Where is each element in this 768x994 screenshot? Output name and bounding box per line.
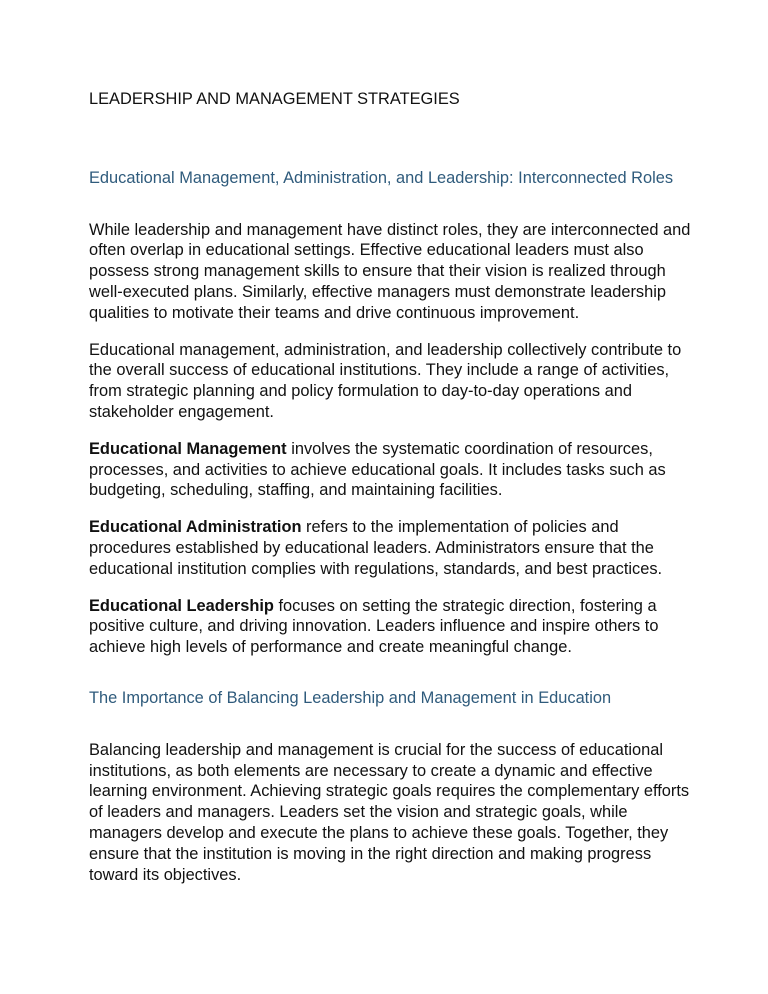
paragraph-interconnected [89, 220, 709, 324]
section-heading-balancing: The Importance of Balancing Leadership and Management in Education [89, 688, 612, 707]
text-line: budgeting, scheduling, staffing, and maintaining facilities. [89, 481, 503, 500]
document-page [89, 89, 709, 901]
text-line: of leaders and managers. Leaders set the vision and strategic goals, while [89, 803, 628, 822]
text-line [89, 596, 709, 617]
text-line: Balancing leadership and management is crucial for the success of educational [89, 740, 664, 759]
paragraph-educational-administration [89, 517, 709, 579]
text-line: well-executed plans. Similarly, effective managers must demonstrate leadership [89, 282, 666, 301]
paragraph-educational-management [89, 439, 709, 501]
paragraph-educational-leadership [89, 596, 709, 658]
text-line: positive culture, and driving innovation. Leaders influence and inspire others to [89, 617, 659, 636]
paragraph-collective [89, 340, 709, 423]
text-line: qualities to motivate their teams and drive continuous improvement. [89, 303, 580, 322]
text-line: ensure that the institution is moving in the right direction and making progress [89, 844, 652, 863]
text-line: procedures established by educational leaders. Administrators ensure that the [89, 538, 654, 557]
section-heading-interconnected-roles: Educational Management, Administration, and Leadership: Interconnected Roles [89, 168, 674, 187]
document-title: LEADERSHIP AND MANAGEMENT STRATEGIES [89, 90, 460, 108]
text-run: involves the systematic coordination of resources, [286, 439, 653, 458]
text-line: stakeholder engagement. [89, 402, 274, 421]
term-educational-administration: Educational Administration [89, 518, 302, 537]
text-line: toward its objectives. [89, 865, 242, 884]
text-run: focuses on setting the strategic direction, fostering a [273, 596, 657, 615]
text-line: the overall success of educational institutions. They include a range of activities, [89, 361, 670, 380]
term-educational-management: Educational Management [89, 439, 287, 458]
text-line: possess strong management skills to ensure that their vision is realized through [89, 262, 666, 281]
text-line: institutions, as both elements are necessary to create a dynamic and effective [89, 761, 653, 780]
text-line: Educational management, administration, and leadership collectively contribute to [89, 340, 682, 359]
text-line: achieve high levels of performance and create meaningful change. [89, 638, 572, 657]
text-line: educational institution complies with regulations, standards, and best practices. [89, 559, 663, 578]
text-line: from strategic planning and policy formulation to day-to-day operations and [89, 382, 633, 401]
text-line: learning environment. Achieving strategic goals requires the complementary efforts [89, 782, 690, 801]
text-line: processes, and activities to achieve educational goals. It includes tasks such as [89, 460, 666, 479]
text-line: While leadership and management have distinct roles, they are interconnected and [89, 220, 691, 239]
text-line [89, 517, 709, 538]
text-run: refers to the implementation of policies and [301, 518, 619, 537]
text-line: managers develop and execute the plans to achieve these goals. Together, they [89, 823, 669, 842]
term-educational-leadership: Educational Leadership [89, 596, 274, 615]
paragraph-balancing [89, 740, 709, 886]
text-line [89, 439, 709, 460]
text-line: often overlap in educational settings. Effective educational leaders must also [89, 241, 644, 260]
